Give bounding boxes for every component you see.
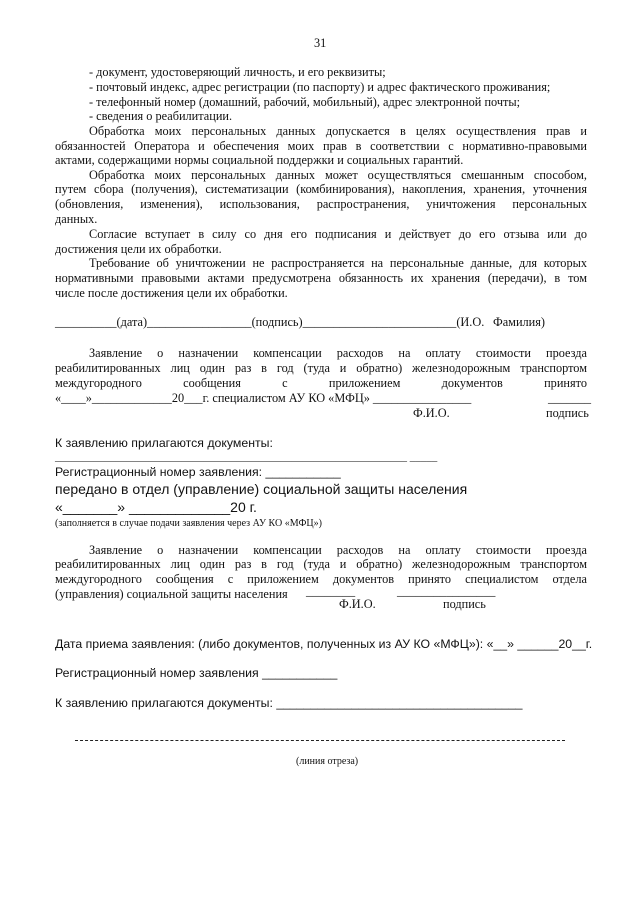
mfc-accept-line: «____»_____________20___г. специалистом АУ КО «МФЦ» ________________ xyxy=(55,391,472,405)
signature-line: __________(дата)_________________(подпись)_________________________(И.О. Фамилия) xyxy=(55,315,545,329)
mfc-statement-line: Заявление о назначении компенсации расходов на оплату стоимости проезда xyxy=(89,346,587,360)
list-item: - телефонный номер (домашний, рабочий, мобильный), адрес электронной почты; xyxy=(89,95,521,109)
paragraph-processing-line: путем сбора (получения), систематизации (комбинирования), накопления, хранения, уточнения xyxy=(55,182,587,196)
paragraph-processing-line: данных. xyxy=(55,212,98,226)
fio-label: Ф.И.О. xyxy=(413,406,450,420)
paragraph-consent-line: Согласие вступает в силу со дня его подписания и действует до его отзыва или до xyxy=(89,227,587,241)
paragraph-destruction-line: нормативными правовыми актами предусмотрена обязанность их хранения (передачи), в том xyxy=(55,271,587,285)
attached-docs-line: К заявлению прилагаются документы: ____________________________________ xyxy=(55,696,523,710)
registration-number-field: Регистрационный номер заявления: ___________ xyxy=(55,465,341,479)
paragraph-destruction-line: числе после достижения цели их обработки. xyxy=(55,286,288,300)
social-statement-line: реабилитированных лиц один раз в год (туда и обратно) железнодорожным транспортом xyxy=(55,557,587,571)
social-fio-blank: ________ xyxy=(306,584,356,598)
paragraph-processing-line: Обработка моих персональных данных может осуществляться смешанным способом, xyxy=(89,168,587,182)
transferred-note: (заполняется в случае подачи заявления через АУ КО «МФЦ») xyxy=(55,518,322,529)
paragraph-purpose-line: обязанностей Оператора и обеспечения моих прав в соответствии с нормативно-правовыми xyxy=(55,139,587,153)
paragraph-purpose-line: актами, содержащими нормы социальной поддержки и социальных гарантий. xyxy=(55,153,464,167)
registration-number-field: Регистрационный номер заявления ___________ xyxy=(55,666,338,680)
mfc-statement-line: реабилитированных лиц один раз в год (туда и обратно) железнодорожным транспортом xyxy=(55,361,587,375)
social-statement-line: (управления) социальной защиты населения xyxy=(55,587,288,601)
social-statement-line: междугородного сообщения с приложением документов принято специалистом отдела xyxy=(55,572,587,586)
list-item: - документ, удостоверяющий личность, и его реквизиты; xyxy=(89,65,386,79)
list-item: - почтовый индекс, адрес регистрации (по паспорту) и адрес фактического проживания; xyxy=(89,80,551,94)
paragraph-consent-line: достижения цели их обработки. xyxy=(55,242,222,256)
signature-label: подпись xyxy=(443,597,486,611)
mfc-statement-line: междугородного сообщения с приложением документов принято xyxy=(55,376,587,390)
signature-label: подпись xyxy=(546,406,589,420)
fio-label: Ф.И.О. xyxy=(339,597,376,611)
list-item: - сведения о реабилитации. xyxy=(89,109,233,123)
attached-docs-label: К заявлению прилагаются документы: xyxy=(55,436,273,450)
receipt-date-line: Дата приема заявления: (либо документов, полученных из АУ КО «МФЦ»): «__» ______20__г. xyxy=(55,637,593,651)
transferred-date: «_______» _____________20 г. xyxy=(55,499,257,515)
cut-line-label: (линия отреза) xyxy=(296,756,359,767)
page-number: 31 xyxy=(314,36,327,50)
paragraph-destruction-line: Требование об уничтожении не распространяется на персональные данные, для которых xyxy=(89,256,587,270)
transferred-label: передано в отдел (управление) социальной защиты населения xyxy=(55,481,468,497)
social-statement-line: Заявление о назначении компенсации расходов на оплату стоимости проезда xyxy=(89,543,587,557)
paragraph-processing-line: (обновления, изменения), использования, распространения, уничтожения персональных xyxy=(55,197,587,211)
mfc-signature-blank: _______ xyxy=(548,391,592,405)
social-signature-blank: ________________ xyxy=(397,584,496,598)
cut-line xyxy=(75,740,565,741)
attached-docs-blank: ________________________________________________________________ _____ xyxy=(55,451,438,463)
paragraph-purpose-line: Обработка моих персональных данных допускается в целях осуществления прав и xyxy=(89,124,587,138)
